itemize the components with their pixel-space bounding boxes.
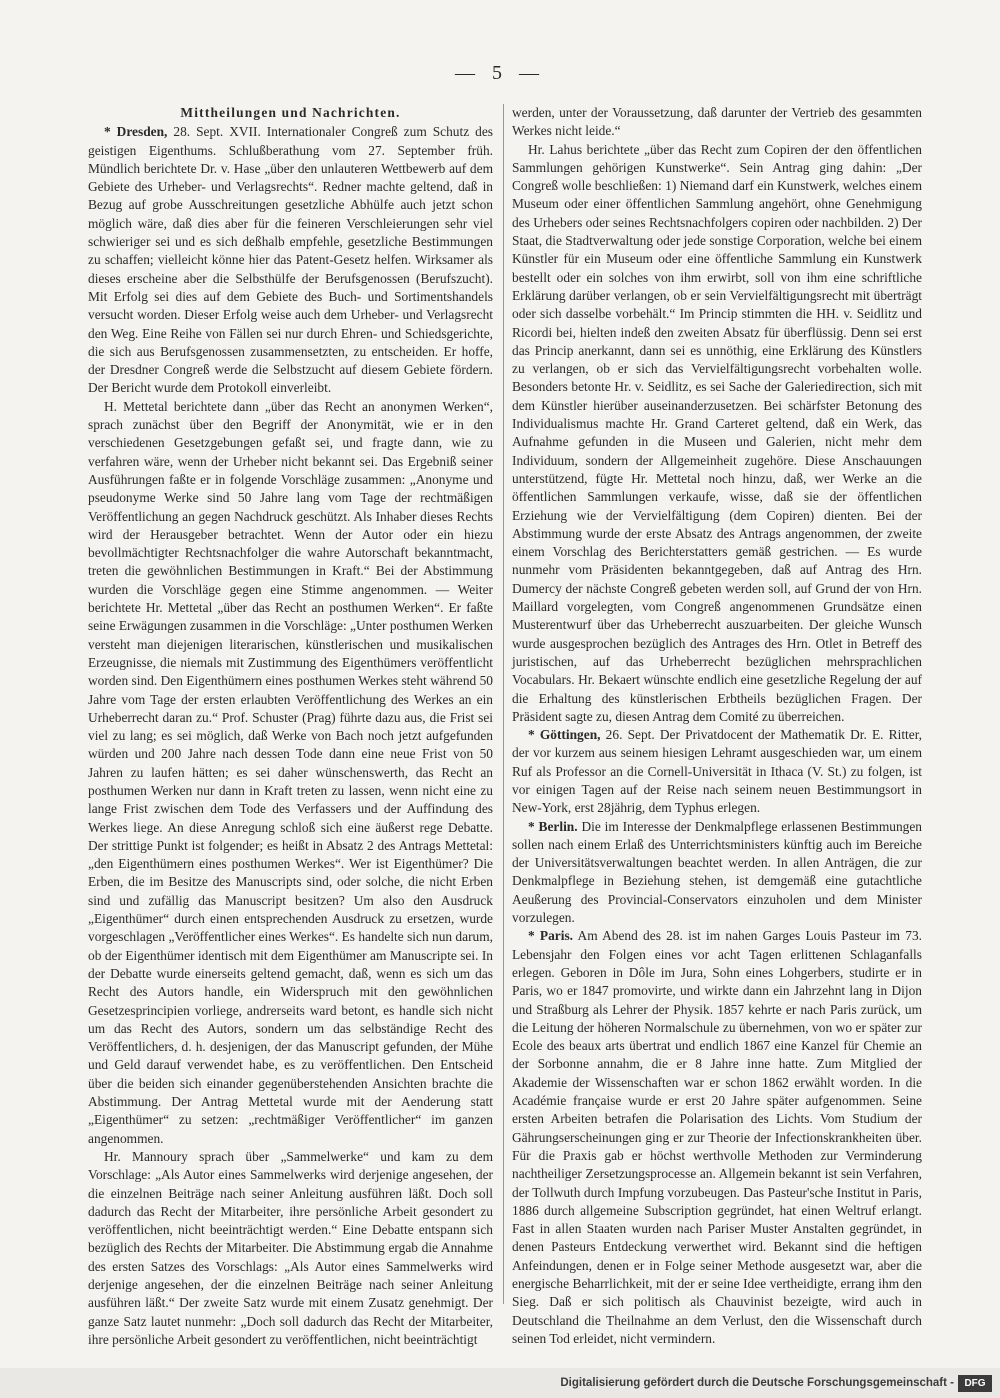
right-column [512, 104, 922, 1346]
article-paragraph [512, 104, 922, 141]
article-text: H. Mettetal berichtete dann „über das Recht an anonymen Werken“, sprach zunächst über den Begriff der Anonymität, wie er in den verschiedenen Gesetzgebungen gefaßt sei, und fragte dann, wie zu verfahren wäre, wenn der Urheber nicht bekannt sei. Das Ergebniß seiner Ausführungen faßte er in folgende Vorschläge zusammen: „Anonyme und pseudonyme Werke sind 50 Jahre lang vom Tage der rechtmäßigen Veröffentlichung an gegen Nachdruck geschützt. Als Inhaber dieses Rechts wird der Herausgeber betrachtet. Wenn der Autor oder ein hiezu bevollmächtigter Rechtsnachfolger die wahre Autorschaft bekanntmacht, treten die gewöhnlichen Bestimmungen in Kraft.“ Bei der Abstimmung wurden die Vorschläge gegen eine Stimme angenommen. — Weiter berichtete Hr. Mettetal „über das Recht an posthumen Werken“. Er faßte seine Erwägungen zusammen in die Vorschläge: „Unter posthumen Werken versteht man diejenigen literarischen, künstlerischen und musikalischen Erzeugnisse, die niemals mit Zustimmung des Eigenthümers veröffentlicht worden sind. Den Eigenthümern eines posthumen Werkes steht während 50 Jahre vom Tage der ersten erlaubten Veröffentlichung des Werkes an ein Urheberrecht daran zu.“ Prof. Schuster (Prag) führte dazu aus, die Frist sei viel zu lang; es sei möglich, daß Werke von Bach noch jetzt aufgefunden würden und 200 Jahre nach dessen Tode dann eine neue Frist von 50 Jahren zu laufen hätten; es sei daher wünschenswerth, das Recht an posthumen Werken nur dann in Kraft treten zu lassen, wenn nicht eine zu lange Frist zwischen dem Tode des Verfassers und der Auffindung des Werkes liege. An diese Anregung schloß sich eine äußerst rege Debatte. Der strittige Punkt ist folgender; es heißt in Absatz 2 des Antrags Mettetal: „den Eigenthümern eines posthumen Werkes“. Wer ist Eigenthümer? Die Erben, die im Besitze des Manuscripts sind, oder solche, die nicht Erben sind und zufällig das Manuscript besitzen? Um also den Ausdruck „Eigenthümer“ durch einen entsprechenden Ausdruck zu ersetzen, wurde vorgeschlagen „Veröffentlicher eines Werkes“. Es handelte sich nun darum, ob der Eigenthümer identisch mit dem Eigenthümer am Manuscripte sei. In der Debatte wurde einerseits geltend gemacht, daß, wenn es sich um das Recht des Autors handle, ein Widerspruch mit den gewöhnlichen Gesetzesprincipien vorliege, andrerseits ward betont, es handle sich nicht um das Recht des Autors, sondern um das selbständige Recht des Veröffentlichers, d. h. desjenigen, der das Manuscript gefunden, der Mühe und Geld darauf verwendet habe, es zu veröffentlichen. Den Entscheid über die beiden sich einander gegenüberstehenden Ansichten brachte die Abstimmung. Der Antrag Mettetal wurde mit der Aenderung statt „Eigenthümer“ zu setzen: „rechtmäßiger Veröffentlicher“ im ganzen angenommen. [88, 398, 493, 1146]
dateline: * Dresden, [104, 124, 168, 140]
article-text: 26. Sept. Der Privatdocent der Mathematik Dr. E. Ritter, der vor kurzem aus seinem hiesigen Lehramt ausgeschieden war, um einem Ruf als Professor an die Cornell-Universität in Ithaca (V. St.) zu folgen, ist vor einigen Tagen auf der Reise nach seinem neuen Bestimmungsort in New-York, erst 28jährig, dem Typhus erlegen. [512, 727, 922, 816]
left-column [88, 104, 493, 1347]
article-paragraph [88, 398, 493, 1148]
article-berlin [512, 818, 922, 928]
article-text: Am Abend des 28. ist im nahen Garges Louis Pasteur im 73. Lebensjahr den Folgen eines vor acht Tagen erlittenen Schlaganfalls erlegen. Geboren in Dôle im Jura, Sohn eines Lohgerbers, studirte er in Paris, wo er 1847 promovirte, und wirkte dann ein Jahrzehnt lang in Dijon und Straßburg als Lehrer der Physik. 1857 kehrte er nach Paris zurück, um die Leitung der höheren Normalschule zu übernehmen, von wo er später zur Ecole des beaux arts übertrat und endlich 1867 eine Kanzel für Chemie an der Sorbonne annahm, die er 8 Jahre inne hatte. Zum Mitglied der Akademie der Wissenschaften war er schon 1862 erwählt worden. In die Académie française wurde er erst 20 Jahre später aufgenommen. Seine ersten Arbeiten betrafen die Polarisation des Lichts. Vom Studium der Gährungserscheinungen ging er zur Theorie der Infectionskrankheiten über. Für die Praxis gab er höchst werthvolle Methoden zur Verminderung nachtheiliger Zersetzungsprocesse an. Allgemein bekannt ist sein Verfahren, der Tollwuth durch Impfung vorzubeugen. Das Pasteur'sche Institut in Paris, 1886 durch allgemeine Subscription gegründet, hat einen Weltruf erlangt. Fast in allen Staaten wurden nach Pariser Muster Anstalten gegründet, in denen Pasteurs Entdeckung verwerthet wird. Bekannt sind die heftigen Anfeindungen, denen er in Folge seiner Methode ausgesetzt war, aber die energische Beharrlichkeit, mit der er seine Idee vertheidigte, errang ihm den Sieg. Daß er sich politisch als Chauvinist bezeigte, wird auch in Deutschland die Theilnahme an dem Verlust, den die Wissenschaft durch seinen Tod erleidet, nicht vermindern. [512, 928, 922, 1346]
article-goettingen [512, 726, 922, 817]
article-paragraph [88, 1148, 493, 1349]
article-paragraph [512, 141, 922, 727]
article-paris [512, 927, 922, 1348]
article-dresden [88, 123, 493, 397]
article-text: Hr. Lahus berichtete „über das Recht zum Copiren der den öffentlichen Sammlungen gehörigen Kunstwerke“. Sein Antrag ging dahin: „Der Congreß wolle beschließen: 1) Niemand darf ein Kunstwerk, welches einem Museum oder einer öffentlichen Sammlung angehört, ohne Genehmigung des Urhebers oder seines Rechtsnachfolgers copiren oder nachbilden. 2) Der Staat, die Stadtverwaltung oder jede sonstige Corporation, welche bei einem Künstler für ein Museum oder eine öffentliche Sammlung ein Kunstwerk bestellt oder ein solches von ihm erwirbt, soll von ihm eine schriftliche Erklärung darüber verlangen, ob er sein Vervielfältigungsrecht mit überträgt oder sich dasselbe vorbehält.“ Im Princip stimmten die HH. v. Seidlitz und Ricordi bei, hielten indeß den zweiten Absatz für überflüssig. Denn sei erst das Princip anerkannt, dann sei es unnöthig, eine Erklärung des Künstlers zu verlangen, ob er sich das Vervielfältigungsrecht vorbehalten wolle. Besonders betonte Hr. v. Seidlitz, es sei Sache der Galeriedirection, sich mit dem Künstler hierüber auseinanderzusetzen. Bei schärfster Betonung des Individualismus machte Hr. Grand Carteret geltend, daß ein Werk, das Aufnahme gefunden in die Museen und Galerien, nicht mehr dem Individuum, sondern der Allgemeinheit zugehöre. Diese Anschauungen unterstützend, fügte Hr. Mettetal noch hinzu, daß, wer Werke an die öffentlichen Sammlungen verkaufe, wisse, daß sie der öffentlichen Erziehung wie der Vervielfältigung (dem Copiren) dienten. Bei der Abstimmung wurde der erste Absatz des Antrags angenommen, der zweite einem Vorschlag des Berichterstatters gemäß gestrichen. — Es wurde nunmehr vom Präsidenten bekanntgegeben, daß auf Antrag des Hrn. Dumercy der nächste Congreß gebeten werden soll, auf Grund der von Hrn. Maillard vorgelegten, vom Congreß angenommenen Grundsätze einen Musterentwurf über das Urheberrecht auszuarbeiten. Der gleiche Wunsch wurde ausgesprochen bezüglich des Antrages des Hrn. Otlet in Betreff des juristischen, auf das Urheberrecht bezüglichen mehrsprachlichen Vocabulars. Hr. Bekaert wünschte endlich eine gesetzliche Regelung der auf die Erhaltung des künstlerischen Erbtheils bezüglichen Fragen. Der Präsident sagte zu, diesen Antrag dem Comité zu überreichen. [512, 141, 922, 724]
section-heading: Mittheilungen und Nachrichten. [180, 105, 401, 120]
column-divider [503, 104, 504, 1304]
article-text: 28. Sept. XVII. Internationaler Congreß zum Schutz des geistigen Eigenthums. Schlußberathung vom 27. September früh. Mündlich berichtete Dr. v. Hase „über den unlauteren Wettbewerb auf dem Gebiete des Urheber- und Verlagsrechts“. Redner machte geltend, daß in Bezug auf grobe Ausschreitungen gesetzliche Abhülfe auch jetzt schon möglich wäre, daß dies aber für die feineren Verschleierungen sehr viel schwieriger sei und es sich deßhalb empfehle, gesetzliche Bestimmungen zu schaffen; vielleicht könne hier das Patent-Gesetz helfen. Wirksamer als dieses erscheine aber die Selbsthülfe der Berufsgenossen (Berufszucht). Mit Erfolg sei dies auf dem Gebiete des Buch- und Sortimentshandels versucht worden. Dieser Erfolg weise auch dem Urheber- und Verlagsrecht den Weg. Eine Reihe von Fällen sei nur durch Ehren- und Schiedsgerichte, die sich aus Berufsgenossen zusammensetzten, zu entscheiden. Er hoffe, der Dresdner Congreß werde die Selbstzucht auf diesem Gebiete fördern. Der Bericht wurde dem Protokoll einverleibt. [88, 124, 493, 396]
dfg-logo: DFG [958, 1375, 992, 1392]
article-text: Hr. Mannoury sprach über „Sammelwerke“ und kam zu dem Vorschlage: „Als Autor eines Sammelwerks wird derjenige angesehen, der die einzelnen Beiträge nach seiner Anleitung ausführen läßt. Doch soll dadurch das Recht der Mitarbeiter, ihre persönliche Arbeit gesondert zu veröffentlichen, nicht beeinträchtigt werden.“ Eine Debatte entspann sich bezüglich des Rechts der Mitarbeiter. Die Abstimmung ergab die Annahme des ersten Satzes des Vorschlags: „Als Autor eines Sammelwerks wird derjenige angesehen, der die einzelnen Beiträge nach seiner Anleitung ausführen läßt.“ Der zweite Satz wurde mit einem Zusatz genehmigt. Der ganze Satz lautet nunmehr: „Doch soll dadurch das Recht der Mitarbeiter, ihre persönliche Arbeit gesondert zu veröffentlichen, nicht beeinträchtigt [88, 1148, 493, 1347]
article-text: Die im Interesse der Denkmalpflege erlassenen Bestimmungen sollen nach einem Erlaß des Unterrichtsministers künftig auch im Bereiche der Universitätsverwaltungen beachtet werden. In allen Anträgen, die zur Denkmalpflege in Beziehung stehen, ist demgemäß eine gutachtliche Aeußerung des Provincial-Conservators einzuholen und dem Minister vorzulegen. [512, 818, 922, 926]
dateline: * Berlin. [528, 818, 578, 834]
funding-notice: Digitalisierung gefördert durch die Deutsche Forschungsgemeinschaft - [560, 1377, 954, 1389]
dateline: * Paris. [528, 928, 574, 944]
dateline: * Göttingen, [528, 727, 601, 743]
footer-bar [0, 1368, 1000, 1398]
article-text: werden, unter der Voraussetzung, daß darunter der Vertrieb des gesammten Werkes nicht leide.“ [512, 105, 922, 139]
page-number: — 5 — [455, 62, 545, 84]
